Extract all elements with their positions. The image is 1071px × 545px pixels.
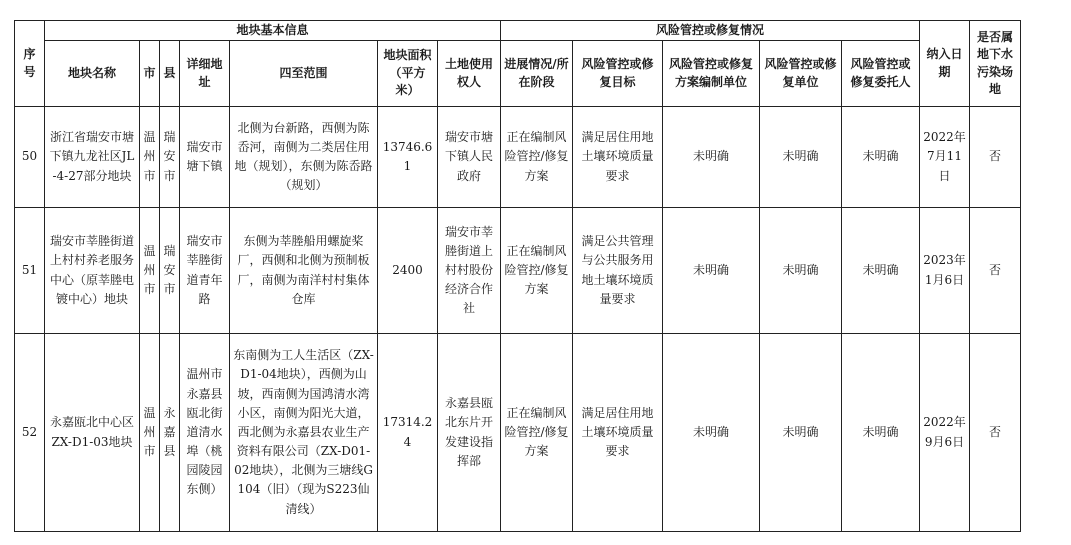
cell-city: 温州市 xyxy=(140,107,160,208)
cell-client: 未明确 xyxy=(842,334,920,532)
cell-repair-unit: 未明确 xyxy=(760,107,842,208)
cell-city: 温州市 xyxy=(140,334,160,532)
cell-progress: 正在编制风险管控/修复方案 xyxy=(501,334,573,532)
cell-boundary: 东侧为莘塍船用螺旋桨厂，西侧和北侧为预制板厂，南侧为南洋村村集体仓库 xyxy=(230,208,378,334)
cell-county: 瑞安市 xyxy=(160,208,180,334)
cell-seq: 51 xyxy=(15,208,45,334)
header-client: 风险管控或修复委托人 xyxy=(842,41,920,107)
header-land-user: 土地使用权人 xyxy=(438,41,501,107)
header-seq: 序号 xyxy=(15,21,45,107)
header-county: 县 xyxy=(160,41,180,107)
cell-address: 温州市永嘉县瓯北街道清水埠（桃园陵园东侧） xyxy=(180,334,230,532)
cell-address: 瑞安市塘下镇 xyxy=(180,107,230,208)
cell-date: 2023年1月6日 xyxy=(920,208,970,334)
header-area: 地块面积（平方米） xyxy=(378,41,438,107)
cell-repair-unit: 未明确 xyxy=(760,334,842,532)
cell-date: 2022年7月11日 xyxy=(920,107,970,208)
cell-progress: 正在编制风险管控/修复方案 xyxy=(501,208,573,334)
table-container xyxy=(14,20,1021,532)
cell-county: 瑞安市 xyxy=(160,107,180,208)
cell-address: 瑞安市莘塍街道青年路 xyxy=(180,208,230,334)
cell-name: 浙江省瑞安市塘下镇九龙社区JL-4-27部分地块 xyxy=(45,107,140,208)
cell-boundary: 北侧为台新路，西侧为陈岙河，南侧为二类居住用地（规划），东侧为陈岙路（规划） xyxy=(230,107,378,208)
cell-target: 满足公共管理与公共服务用地土壤环境质量要求 xyxy=(573,208,663,334)
header-groundwater: 是否属地下水污染场地 xyxy=(970,21,1021,107)
cell-repair-unit: 未明确 xyxy=(760,208,842,334)
cell-land-user: 瑞安市莘塍街道上村村股份经济合作社 xyxy=(438,208,501,334)
cell-land-user: 瑞安市塘下镇人民政府 xyxy=(438,107,501,208)
table-row xyxy=(15,334,1021,532)
cell-seq: 50 xyxy=(15,107,45,208)
cell-groundwater: 否 xyxy=(970,107,1021,208)
cell-date: 2022年9月6日 xyxy=(920,334,970,532)
cell-client: 未明确 xyxy=(842,107,920,208)
cell-area: 13746.61 xyxy=(378,107,438,208)
cell-county: 永嘉县 xyxy=(160,334,180,532)
header-boundary: 四至范围 xyxy=(230,41,378,107)
cell-groundwater: 否 xyxy=(970,208,1021,334)
header-plan-unit: 风险管控或修复方案编制单位 xyxy=(663,41,760,107)
cell-city: 温州市 xyxy=(140,208,160,334)
contaminated-land-table xyxy=(14,20,1021,532)
cell-plan-unit: 未明确 xyxy=(663,208,760,334)
cell-land-user: 永嘉县瓯北东片开发建设指挥部 xyxy=(438,334,501,532)
header-city: 市 xyxy=(140,41,160,107)
header-address: 详细地址 xyxy=(180,41,230,107)
header-repair-unit: 风险管控或修复单位 xyxy=(760,41,842,107)
group-header-basic-info: 地块基本信息 xyxy=(45,21,501,41)
cell-area: 2400 xyxy=(378,208,438,334)
cell-plan-unit: 未明确 xyxy=(663,334,760,532)
cell-name: 永嘉瓯北中心区ZX-D1-03地块 xyxy=(45,334,140,532)
header-progress: 进展情况/所在阶段 xyxy=(501,41,573,107)
cell-name: 瑞安市莘塍街道上村村养老服务中心（原莘塍电镀中心）地块 xyxy=(45,208,140,334)
cell-area: 17314.24 xyxy=(378,334,438,532)
cell-boundary: 东南侧为工人生活区（ZX-D1-04地块），西侧为山坡，西南侧为国鸿清水湾小区，南侧为阳光大道，西北侧为永嘉县农业生产资料有限公司（ZX-D01-02地块），北侧为三塘线G104（旧）（现为S223仙清线） xyxy=(230,334,378,532)
cell-client: 未明确 xyxy=(842,208,920,334)
cell-groundwater: 否 xyxy=(970,334,1021,532)
table-row xyxy=(15,208,1021,334)
cell-seq: 52 xyxy=(15,334,45,532)
table-row xyxy=(15,107,1021,208)
header-target: 风险管控或修复目标 xyxy=(573,41,663,107)
cell-target: 满足居住用地土壤环境质量要求 xyxy=(573,107,663,208)
cell-plan-unit: 未明确 xyxy=(663,107,760,208)
cell-progress: 正在编制风险管控/修复方案 xyxy=(501,107,573,208)
group-header-risk-control: 风险管控或修复情况 xyxy=(501,21,920,41)
header-date: 纳入日期 xyxy=(920,21,970,107)
cell-target: 满足居住用地土壤环境质量要求 xyxy=(573,334,663,532)
header-name: 地块名称 xyxy=(45,41,140,107)
